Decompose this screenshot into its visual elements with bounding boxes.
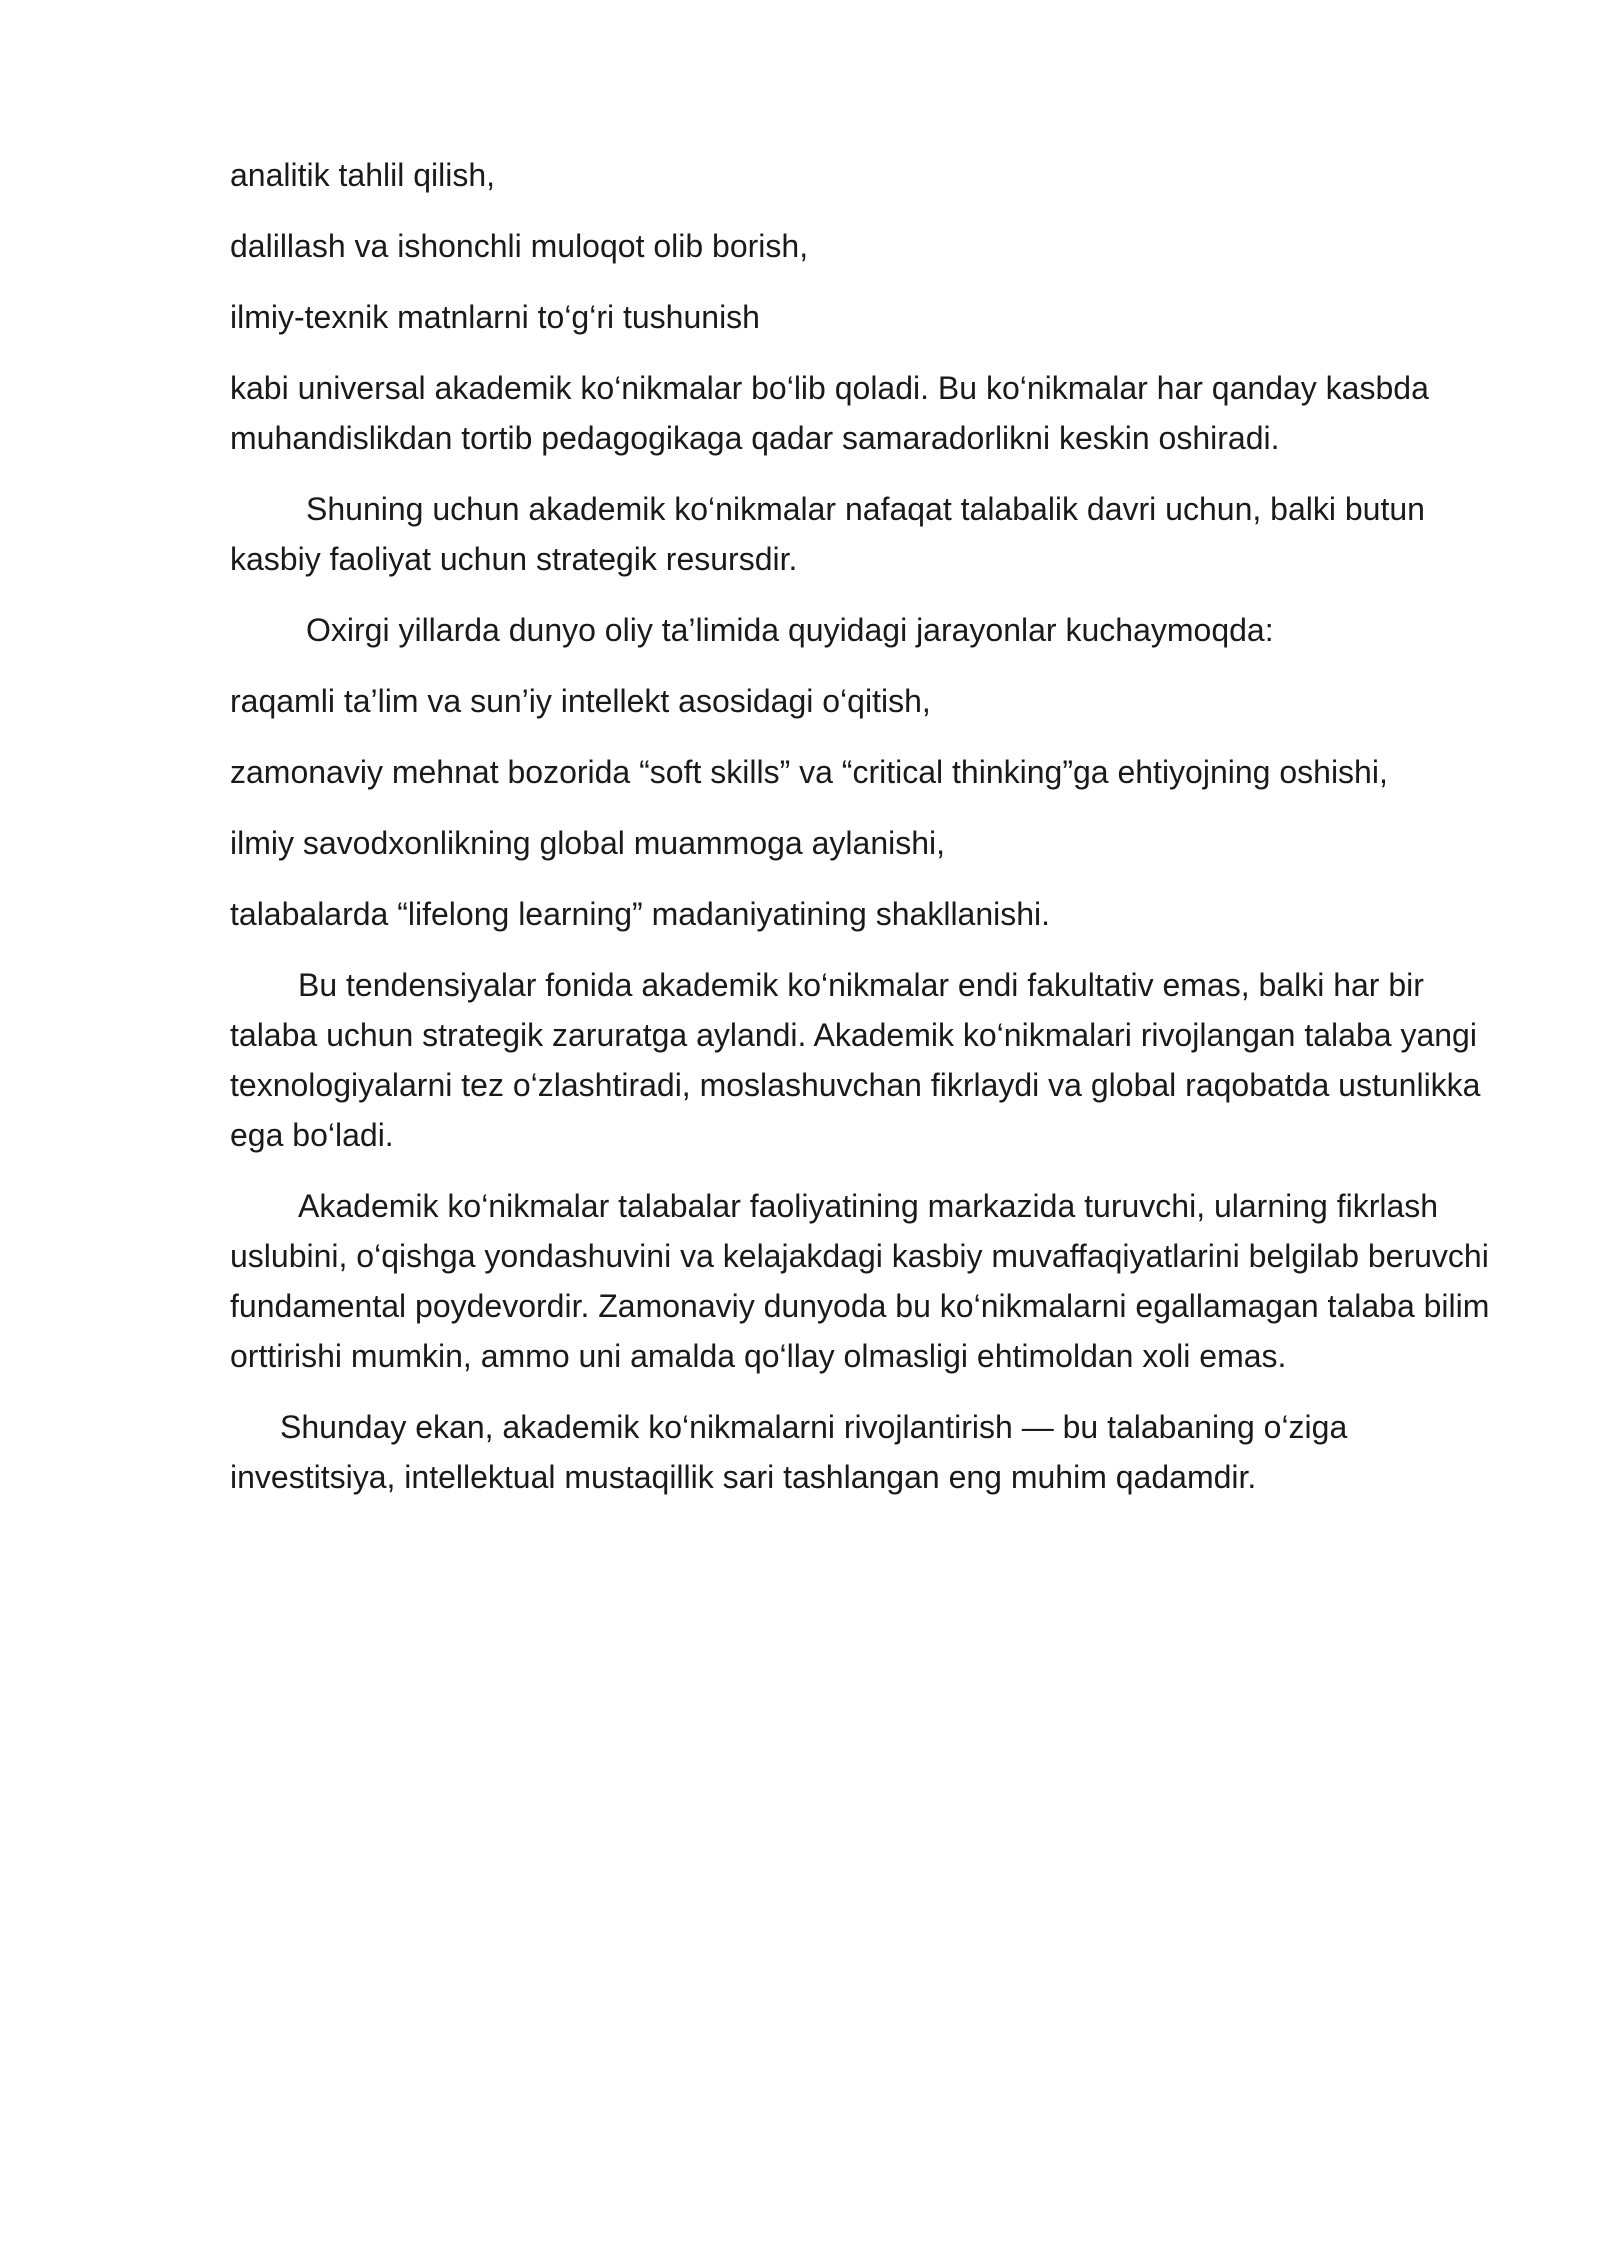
paragraph-tendencies: Bu tendensiyalar fonida akademik ko‘nikmalar endi fakultativ emas, balki har bir talaba uchun strategik zaruratga aylandi. Akademik ko‘nikmalari rivojlangan talaba yangi texnologiyalarni tez o‘zlashtiradi, moslashuvchan fikrlaydi va global raqobatda ustunlikka ega bo‘ladi.: [230, 967, 1481, 1153]
paragraph-universal-skills: kabi universal akademik ko‘nikmalar bo‘lib qoladi. Bu ko‘nikmalar har qanday kasbda muhandislikdan tortib pedagogikaga qadar samaradorlikni keskin oshiradi.: [230, 370, 1429, 456]
list-item-soft-skills: zamonaviy mehnat bozorida “soft skills” va “critical thinking”ga ehtiyojning oshishi,: [230, 754, 1388, 790]
list-item-technical-reading: ilmiy-texnik matnlarni to‘g‘ri tushunish: [230, 299, 760, 335]
list-item-scientific-literacy: ilmiy savodxonlikning global muammoga aylanishi,: [230, 825, 946, 861]
list-item-argumentation: dalillash va ishonchli muloqot olib borish,: [230, 228, 809, 264]
paragraph-foundation: Akademik ko‘nikmalar talabalar faoliyatining markazida turuvchi, ularning fikrlash uslubini, o‘qishga yondashuvini va kelajakdagi kasbiy muvaffaqiyatlarini belgilab beruvchi fundamental poydevordir. Zamonaviy dunyoda bu ko‘nikmalarni egallamagan talaba bilim orttirishi mumkin, ammo uni amalda qo‘llay olmasligi ehtimoldan xoli emas.: [230, 1188, 1490, 1374]
list-item-analysis: analitik tahlil qilish,: [230, 157, 496, 193]
paragraph-strategic-resource: Shuning uchun akademik ko‘nikmalar nafaqat talabalik davri uchun, balki butun kasbiy faoliyat uchun strategik resursdir.: [230, 491, 1425, 577]
paragraph-conclusion: Shunday ekan, akademik ko‘nikmalarni rivojlantirish — bu talabaning o‘ziga investitsiya, intellektual mustaqillik sari tashlangan eng muhim qadamdir.: [230, 1409, 1348, 1495]
list-item-digital-learning: raqamli ta’lim va sun’iy intellekt asosidagi o‘qitish,: [230, 683, 931, 719]
document-body: [230, 150, 1490, 1523]
paragraph-recent-trends-intro: Oxirgi yillarda dunyo oliy ta’limida quyidagi jarayonlar kuchaymoqda:: [306, 612, 1274, 648]
list-item-lifelong-learning: talabalarda “lifelong learning” madaniyatining shakllanishi.: [230, 896, 1051, 932]
